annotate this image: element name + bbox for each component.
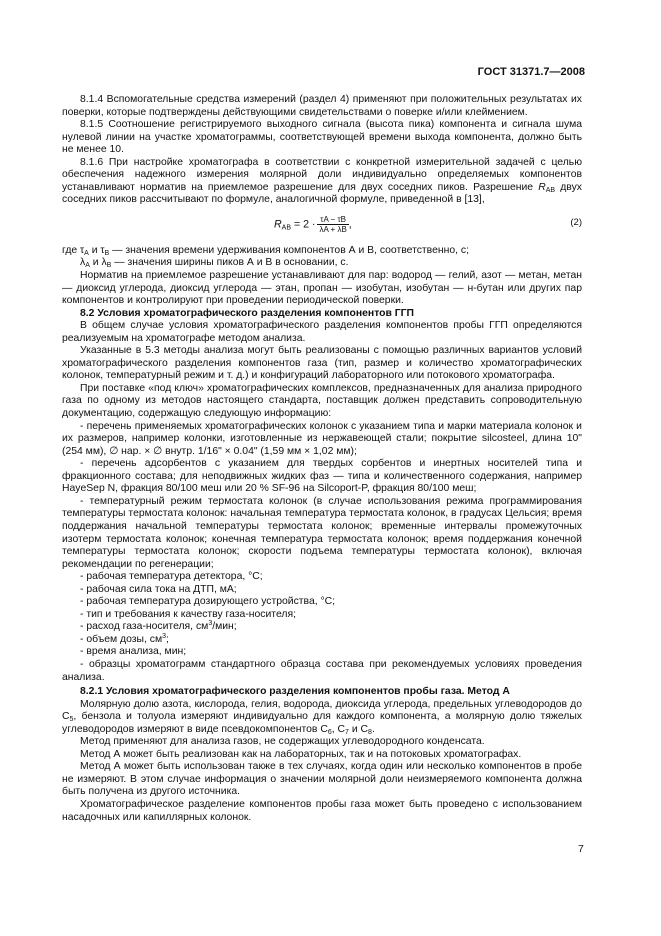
paragraph-8-2-1-c: Метод А может быть реализован как на лабораторных, так и на потоковых хроматографах. <box>80 748 522 760</box>
where-tau-text: — значения времени удерживания компонентов А и В, соответственно, с; <box>112 244 469 256</box>
paragraph-8-1-6-start: 8.1.6 При настройке хроматографа в соответствии с конкретной измерительной задачей с целью обеспечения надежного измерения молярной доли индивидуально определяемых компонентов устанавливают норматив на приемлемое разрешение для двух соседних пиков. Разрешение <box>62 156 582 193</box>
p821a-part3: и С <box>348 723 369 735</box>
list-item: - объем дозы, $см^3$; <box>80 632 169 645</box>
list-item: - рабочая сила тока на ДТП, мА; <box>80 583 237 595</box>
resolution-formula <box>62 209 582 243</box>
section-8-2-title: 8.2 Условия хроматографического разделения компонентов ГГП <box>80 307 415 319</box>
paragraph-8-1-5: 8.1.5 Соотношение регистрируемого выходного сигнала (высота пика) компонента и сигнала шума нулевой линии на участке хроматограммы, соответствующей времени выхода компонента, должно быть не менее 10. <box>62 119 582 156</box>
formula-denominator: λA + λB <box>319 224 347 234</box>
paragraph-norm: Норматив на приемлемое разрешение устанавливают для пар: водород — гелий, азот — метан, метан — диоксид углерода, диоксид углерода — этан, пропан — изобутан, изобутан — н-бутан или других пар компонентов и контролируют при проведении периодической поверки. <box>62 270 582 307</box>
list-item: - образцы хроматограмм стандартного образца состава при рекомендуемых условиях проведения анализа. <box>62 658 582 683</box>
p821a-part2: , бензола и толуола измеряют индивидуально для каждого компонента, а молярную долю тяжелых углеводородов измеряют в виде псевдокомпонентов С <box>62 711 582 735</box>
list-item-text: - объем дозы, см <box>80 633 163 645</box>
where-clause-lambda: $\lambda_A$ и $\lambda_B$ — значения ширины пиков А и В в основании, с. <box>80 257 349 270</box>
where-clause-tau: где $\tau_A$ и $\tau_B$ — значения времени удерживания компонентов А и В, соответственно, с; <box>62 244 469 257</box>
p821a-part1: Молярную долю азота, кислорода, гелия, водорода, диоксида углерода, предельных углеводородов до С <box>62 698 582 723</box>
list-item: - расход газа-носителя, $см^3$/мин; <box>80 620 237 633</box>
standard-header: ГОСТ 31371.7—2008 <box>477 66 585 78</box>
list-item: - рабочая температура дозирующего устройства, °С; <box>80 596 336 608</box>
formula-expression <box>274 215 352 234</box>
list-item: - время анализа, мин; <box>80 646 187 658</box>
section-8-2-1-title: 8.2.1 Условия хроматографического разделения компонентов пробы газа. Метод А <box>80 686 510 698</box>
list-item: - перечень применяемых хроматографических колонок с указанием типа и марки материала колонок и их размеров, например колонки, изготовленные из нержавеющей стали; покрытие silcosteel, длина 10" (254 мм), ∅ нар. × ∅ внутр. 1/16" × 0.04" (1,59 мм × 1,02 мм); <box>62 420 582 457</box>
formula-eq: = 2 · <box>291 218 316 231</box>
list-item: - рабочая температура детектора, °С; <box>80 571 263 583</box>
page-body <box>62 94 582 824</box>
formula-number: (2) <box>570 216 582 228</box>
paragraph-8-1-6-end: двух соседних пиков рассчитывают по формуле, аналогичной формуле, приведенной в [13], <box>62 181 582 206</box>
paragraph-8-2-a: В общем случае условия хроматографического разделения компонентов пробы ГГП определяются реализуемым на хроматографе методом анализа. <box>62 320 582 344</box>
list-item: - перечень адсорбентов с указанием для твердых сорбентов и инертных носителей типа и фракционного состава; для неподвижных жидких фаз — типа и количественного содержания, например HayeSep N, фракция 80/100 меш или 20 % SF-96 на Silcoport-P, фракция 80/100 меш; <box>62 458 582 495</box>
paragraph-8-1-4: 8.1.4 Вспомогательные средства измерений (раздел 4) применяют при положительных результатах их поверки, которые подтверждены действующими свидетельствами о поверке и/или клеймением. <box>62 94 582 118</box>
formula-numerator: τA − τB <box>317 215 348 225</box>
list-item: - тип и требования к качеству газа-носителя; <box>80 608 296 620</box>
list-item: - температурный режим термостата колонок (в случае использования режима программирования температуры термостата колонок: начальная температура термостата колонок, в градусах Цельсия; время поддержания начальной температуры термостата колонок; временные интервалы промежуточных изотерм термостата колонок; конечная температура термостата колонок; время поддержания конечной температуры термостата колонок; скорости подъема температуры термостата колонок), включая рекомендации по регенерации; <box>62 495 582 570</box>
paragraph-8-2-b: Указанные в 5.3 методы анализа могут быть реализованы с помощью различных вариантов условий хроматографического разделения компонентов газа (тип, размер и количество хроматографических колонок, температурный режим и т. д.) и конфигураций лабораторного или потокового хроматографа. <box>62 345 582 382</box>
paragraph-8-2-c: При поставке «под ключ» хроматографических комплексов, предназначенных для анализа природного газа по одному из методов настоящего стандарта, поставщик должен представить сопроводительную документацию, содержащую следующую информацию: <box>62 382 582 420</box>
formula-tail: , <box>348 218 352 231</box>
list-item-text-end: ; <box>166 633 169 645</box>
paragraph-8-2-1-a: Молярную долю азота, кислорода, гелия, водорода, диоксида углерода, предельных углеводородов до $С_5$, бензола и толуола измеряют индивидуально для каждого компонента, а молярную долю тяжелых углеводородов измеряют в виде псевдокомпонентов $С_6$, $С_7$ и $С_8$. <box>62 698 582 736</box>
formula-lhs-sub: AB <box>281 224 291 232</box>
paragraph-8-1-6: 8.1.6 При настройке хроматографа в соответствии с конкретной измерительной задачей с целью обеспечения надежного измерения молярной доли индивидуально определяемых компонентов устанавливают норматив на приемлемое разрешение для двух соседних пиков. Разрешение $R_{AB}$ двух соседних пиков рассчитывают по формуле, аналогичной формуле, приведенной в [13], <box>62 156 582 206</box>
paragraph-8-2-1-e: Хроматографическое разделение компонентов пробы газа может быть проведено с использованием насадочных или капиллярных колонок. <box>62 798 582 823</box>
paragraph-8-2-1-b: Метод применяют для анализа газов, не содержащих углеводородного конденсата. <box>80 736 485 748</box>
formula-lhs: R <box>274 218 282 231</box>
p821a-part4: . <box>371 723 375 735</box>
formula-fraction <box>317 215 348 234</box>
list-item-text: - расход газа-носителя, см <box>80 621 209 633</box>
where-lambda-text: — значения ширины пиков А и В в основании, с. <box>114 257 349 269</box>
paragraph-8-2-1-d: Метод А может быть использован также в тех случаях, когда один или несколько компонентов в пробе не измеряют. В этом случае информация о значении молярной доли неизмеряемого компонента должна быть получена из другого источника. <box>62 761 582 798</box>
page-number: 7 <box>578 843 584 855</box>
list-item-text-end: /мин; <box>212 621 237 633</box>
